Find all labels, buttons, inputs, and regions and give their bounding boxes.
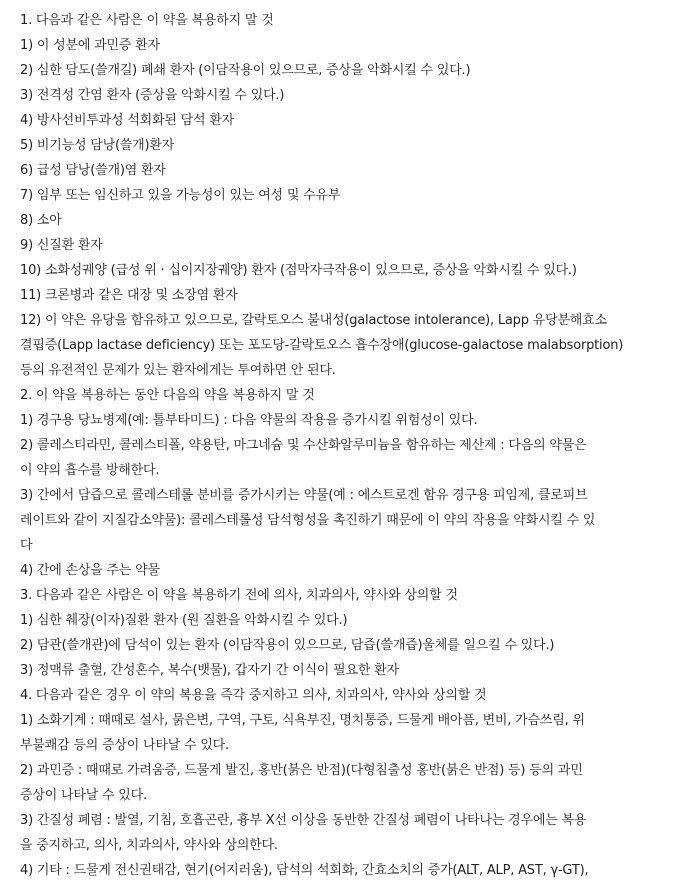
text-line: 1. 다음과 같은 사람은 이 약을 복용하지 말 것 xyxy=(20,13,274,28)
text-line: 2) 과민증 : 때때로 가려움증, 드물게 발진, 홍반(붉은 반점)(다형침출성 홍반(붉은 반점) 등) 등의 과민 xyxy=(20,763,583,778)
text-line: 2) 콜레스티라민, 콜레스티폴, 약용탄, 마그네슘 및 수산화알루미늄을 함유하는 제산제 : 다음의 약물은 xyxy=(20,438,587,453)
text-line: 7) 임부 또는 임신하고 있을 가능성이 있는 여성 및 수유부 xyxy=(20,188,341,203)
text-line: 8) 소아 xyxy=(20,213,62,228)
text-line: 3) 간에서 담즙으로 콜레스테롤 분비를 증가시키는 약물(예 : 에스트로겐 함유 경구용 피임제, 클로피브 xyxy=(20,488,588,503)
text-line: 10) 소화성궤양 (급성 위 · 십이지장궤양) 환자 (점막자극작용이 있으므로, 증상을 악화시킬 수 있다.) xyxy=(20,263,577,278)
text-line: 5) 비기능성 담낭(쓸개)환자 xyxy=(20,138,175,153)
text-line: 4) 방사선비투과성 석회화된 담석 환자 xyxy=(20,113,235,128)
text-line: 다 xyxy=(20,538,33,553)
text-line: 1) 소화기계 : 때때로 설사, 묽은변, 구역, 구토, 식욕부진, 명치통증, 드물게 배아픔, 변비, 가슴쓰림, 위 xyxy=(20,713,585,728)
text-line: 이 약의 흡수를 방해한다. xyxy=(20,463,160,478)
text-line: 3) 간질성 폐렴 : 발열, 기침, 호흡곤란, 흉부 X선 이상을 동반한 간질성 폐렴이 나타나는 경우에는 복용 xyxy=(20,813,587,828)
text-line: 2) 심한 담도(쓸개길) 폐쇄 환자 (이담작용이 있으므로, 증상을 악화시킬 수 있다.) xyxy=(20,63,471,78)
text-line: 레이트와 같이 지질감소약물): 콜레스테롤성 담석형성을 촉진하기 때문에 이 약의 작용을 약화시킬 수 있 xyxy=(20,513,596,528)
text-line: 1) 경구용 당뇨병제(예: 톨부타미드) : 다음 약물의 작용을 증가시킬 위험성이 있다. xyxy=(20,413,478,428)
text-line: 결핍증(Lapp lactase deficiency) 또는 포도당-갈락토오스 흡수장애(glucose-galactose malabsorption) xyxy=(20,338,624,353)
text-line: 4) 간에 손상을 주는 약물 xyxy=(20,563,160,578)
text-line: 2. 이 약을 복용하는 동안 다음의 약을 복용하지 말 것 xyxy=(20,388,315,403)
text-line: 4) 기타 : 드물게 전신권태감, 현기(어지러움), 담석의 석회화, 간효소치의 증가(ALT, ALP, AST, γ-GT), xyxy=(20,863,589,878)
text-line: 6) 급성 담낭(쓸개)염 환자 xyxy=(20,163,166,178)
text-line: 1) 심한 췌장(이자)질환 환자 (원 질환을 악화시킬 수 있다.) xyxy=(20,613,348,628)
text-line: 9) 신질환 환자 xyxy=(20,238,103,253)
text-line: 등의 유전적인 문제가 있는 환자에게는 투여하면 안 된다. xyxy=(20,363,336,378)
text-line: 3) 정맥류 출혈, 간성혼수, 복수(뱃물), 갑자기 간 이식이 필요한 환자 xyxy=(20,663,399,678)
text-line: 3) 전격성 간염 환자 (증상을 악화시킬 수 있다.) xyxy=(20,88,285,103)
text-line: 부불쾌감 등의 증상이 나타날 수 있다. xyxy=(20,738,229,753)
text-line: 증상이 나타날 수 있다. xyxy=(20,788,147,803)
text-line: 12) 이 약은 유당을 함유하고 있으므로, 갈락토오스 불내성(galactose intolerance), Lapp 유당분해효소 xyxy=(20,313,607,328)
text-line: 을 중지하고, 의사, 치과의사, 약사와 상의한다. xyxy=(20,838,278,853)
text-line: 11) 크론병과 같은 대장 및 소장염 환자 xyxy=(20,288,238,303)
text-line: 3. 다음과 같은 사람은 이 약을 복용하기 전에 의사, 치과의사, 약사와 상의할 것 xyxy=(20,588,458,603)
text-line: 1) 이 성분에 과민증 환자 xyxy=(20,38,160,53)
text-line: 4. 다음과 같은 경우 이 약의 복용을 즉각 중지하고 의사, 치과의사, 약사와 상의할 것 xyxy=(20,688,487,703)
text-line: 2) 담관(쓸개관)에 담석이 있는 환자 (이담작용이 있으므로, 담즙(쓸개즙)울체를 일으킬 수 있다.) xyxy=(20,638,555,653)
